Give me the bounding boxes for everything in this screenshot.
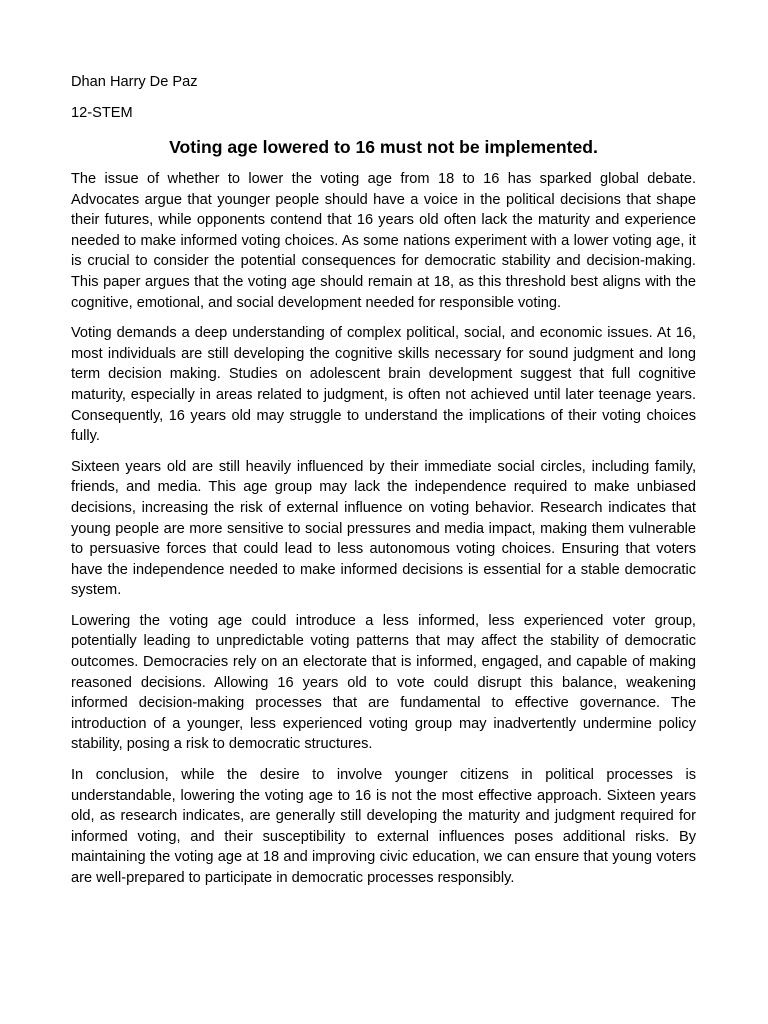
paragraph-social-influence: Sixteen years old are still heavily influenced by their immediate social circles, including family, friends, and media. This age group may lack the independence required to make unbiased decisions, increasing the risk of external influence on voting behavior. Research indicates that young people are more sensitive to social pressures and media impact, making them vulnerable to persuasive forces that could lead to less autonomous voting choices. Ensuring that voters have the independence needed to make informed decisions is essential for a stable democratic system.: [71, 458, 696, 599]
paragraph-democratic-stability: Lowering the voting age could introduce a less informed, less experienced voter group, potentially leading to unpredictable voting patterns that may affect the stability of democratic outcomes. Democracies rely on an electorate that is informed, engaged, and capable of making reasoned decisions. Allowing 16 years old to vote could disrupt this balance, weakening informed decision-making processes that are fundamental to effective governance. The introduction of a younger, less experienced voting group may inadvertently undermine policy stability, posing a risk to democratic structures.: [71, 612, 696, 753]
paragraph-introduction: The issue of whether to lower the voting age from 18 to 16 has sparked global debate. Advocates argue that younger people should have a voice in the political decisions that shape their futures, while opponents contend that 16 years old often lack the maturity and experience needed to make informed voting choices. As some nations experiment with a lower voting age, it is crucial to consider the potential consequences for democratic stability and decision-making. This paper argues that the voting age should remain at 18, as this threshold best aligns with the cognitive, emotional, and social development needed for responsible voting.: [71, 171, 696, 311]
paragraph-cognitive: Voting demands a deep understanding of complex political, social, and economic issues. At 16, most individuals are still developing the cognitive skills necessary for sound judgment and long term decision making. Studies on adolescent brain development suggest that full cognitive maturity, especially in areas related to judgment, is often not achieved until later teenage years. Consequently, 16 years old may struggle to understand the implications of their voting choices fully.: [71, 325, 696, 445]
paragraph-conclusion: In conclusion, while the desire to involve younger citizens in political processes is understandable, lowering the voting age to 16 is not the most effective approach. Sixteen years old, as research indicates, are generally still developing the maturity and judgment required for informed voting, and their susceptibility to external influences poses additional risks. By maintaining the voting age at 18 and improving civic education, we can ensure that young voters are well-prepared to participate in democratic processes responsibly.: [71, 767, 696, 886]
class-section: 12-STEM: [71, 105, 133, 121]
author-name: Dhan Harry De Paz: [71, 74, 198, 90]
essay-title: Voting age lowered to 16 must not be implemented.: [169, 137, 598, 157]
